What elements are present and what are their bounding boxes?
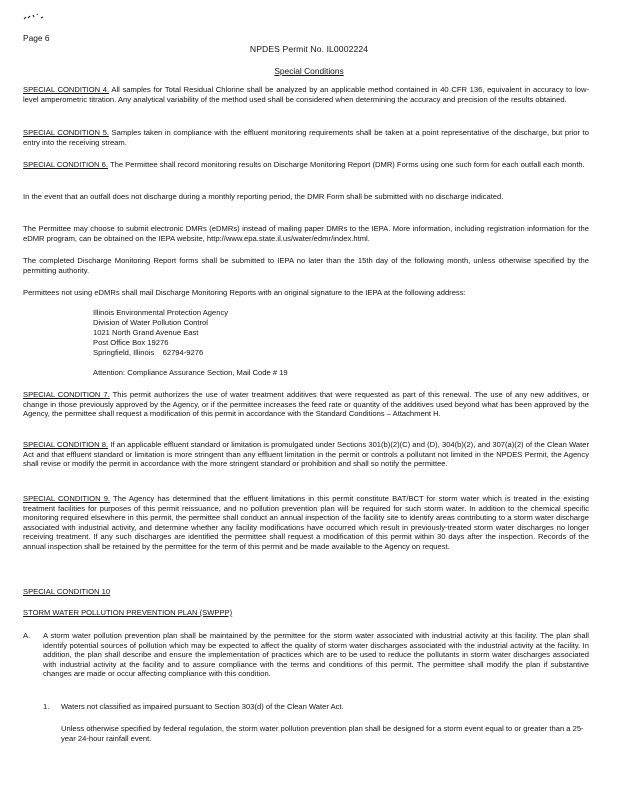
- heading: SPECIAL CONDITION 6.: [23, 160, 108, 169]
- item-1-label: 1.: [43, 702, 50, 711]
- body-text: The Agency has determined that the effluent limitations in this permit constitute BAT/BCT for storm water which is treated in the existing treatment facilities for purposes of this permit reissuance, and no pollution prevention plan will be required for such storm water. In addition to the chemical specific monitoring required elsewhere in this permit, the permittee shall conduct an annual inspection of the facility site to identify areas contributing to a storm water discharge associated with industrial activity, and determine whether any facility modifications have occurred which result in previously-treated storm water discharges no longer receiving treatment. If any such discharges are identified the permittee shall request a modification of this permit within 30 days after the inspection. Records of the annual inspection shall be retained by the permittee for the term of this permit and be made available to the Agency on request.: [23, 494, 589, 551]
- heading: SPECIAL CONDITION 5.: [23, 128, 109, 137]
- section-title: Special Conditions: [274, 66, 344, 76]
- paragraph: Permittees not using eDMRs shall mail Discharge Monitoring Reports with an original signature to the IEPA at the following address:: [23, 288, 466, 297]
- body-text: The Permittee shall record monitoring results on Discharge Monitoring Report (DMR) Forms using one such form for each outfall each month.: [109, 160, 585, 169]
- special-condition-4: [23, 85, 589, 104]
- swppp-heading: STORM WATER POLLUTION PREVENTION PLAN (SWPPP): [23, 608, 233, 617]
- paragraph: The completed Discharge Monitoring Report forms shall be submitted to IEPA no later than the 15th day of the following month, unless otherwise specified by the permitting authority.: [23, 256, 589, 275]
- body-text: This permit authorizes the use of water treatment additives that were requested as part of this renewal. The use of any new additives, or change in those previously approved by the Agency, or if the permittee increases the feed rate or quantity of the additives used beyond what has been approved by the Agency, the permittee shall request a modification of this permit in accordance with the Standard Conditions – Attachment H.: [23, 390, 589, 419]
- address-line: Division of Water Pollution Control: [93, 318, 208, 327]
- page-number: Page 6: [23, 33, 50, 43]
- heading: SPECIAL CONDITION 4.: [23, 85, 110, 94]
- item-a-text: A storm water pollution prevention plan shall be maintained by the permittee for the storm water associated with industrial activity at this facility. The plan shall identify potential sources of pollution which may be expected to affect the quality of storm water discharges associated with the industrial activity at the facility. In addition, the plan shall describe and ensure the implementation of practices which are to be used to reduce the pollutants in storm water discharges associated with industrial activity at the facility and to assure compliance with the terms and conditions of this permit. The permittee shall modify the plan if substantive changes are made or occur affecting compliance with this condition.: [43, 631, 589, 679]
- body-text: All samples for Total Residual Chlorine shall be analyzed by an applicable method contained in 40 CFR 136, equivalent in accuracy to low-level amperometric titration. Any analytical variability of the method used shall be considered when determining the accuracy and precision of the results obtained.: [23, 85, 589, 104]
- item-a-label: A.: [23, 631, 31, 640]
- ink-speck-marks-icon: [22, 12, 52, 22]
- paragraph: The Permittee may choose to submit electronic DMRs (eDMRs) instead of mailing paper DMRs to the IEPA. More information, including registration information for the eDMR program, can be obtained on the IEPA website, http://www.epa.state.il.us/water/edmr/index.html.: [23, 224, 589, 243]
- item-1-subparagraph: Unless otherwise specified by federal regulation, the storm water pollution prevention plan shall be designed for a storm event equal to or greater than a 25-year 24-hour rainfall event.: [61, 724, 584, 743]
- item-1-text: Waters not classified as impaired pursuant to Section 303(d) of the Clean Water Act.: [61, 702, 344, 711]
- address-line: Illinois Environmental Protection Agency: [93, 308, 229, 317]
- mailing-address: [93, 308, 513, 358]
- heading: SPECIAL CONDITION 7.: [23, 390, 110, 399]
- address-line: 1021 North Grand Avenue East: [93, 328, 199, 337]
- special-condition-10-heading: SPECIAL CONDITION 10: [23, 587, 111, 596]
- body-text: Samples taken in compliance with the effluent monitoring requirements shall be taken at a point representative of the discharge, but prior to entry into the receiving stream.: [23, 128, 589, 147]
- special-condition-6: [23, 160, 589, 170]
- special-condition-8: [23, 440, 589, 469]
- special-condition-9: [23, 494, 589, 552]
- heading: SPECIAL CONDITION 8.: [23, 440, 109, 449]
- address-line: Post Office Box 19276: [93, 338, 169, 347]
- permit-number: NPDES Permit No. IL0002224: [249, 44, 369, 54]
- heading: SPECIAL CONDITION 9.: [23, 494, 111, 503]
- address-line: Springfield, Illinois 62794-9276: [93, 348, 204, 357]
- paragraph: In the event that an outfall does not discharge during a monthly reporting period, the DMR Form shall be submitted with no discharge indicated.: [23, 192, 504, 201]
- special-condition-7: [23, 390, 589, 419]
- body-text: If an applicable effluent standard or limitation is promulgated under Sections 301(b)(2)(C) and (D), 304(b)(2), and 307(a)(2) of the Clean Water Act and that effluent standard or limitation is more stringent than any effluent limitation in the permit or controls a pollutant not limited in the NPDES Permit, the Agency shall revise or modify the permit in accordance with the more stringent standard or prohibition and shall so notify the permittee.: [23, 440, 589, 469]
- special-condition-5: [23, 128, 589, 147]
- attention-line: Attention: Compliance Assurance Section, Mail Code # 19: [93, 368, 288, 377]
